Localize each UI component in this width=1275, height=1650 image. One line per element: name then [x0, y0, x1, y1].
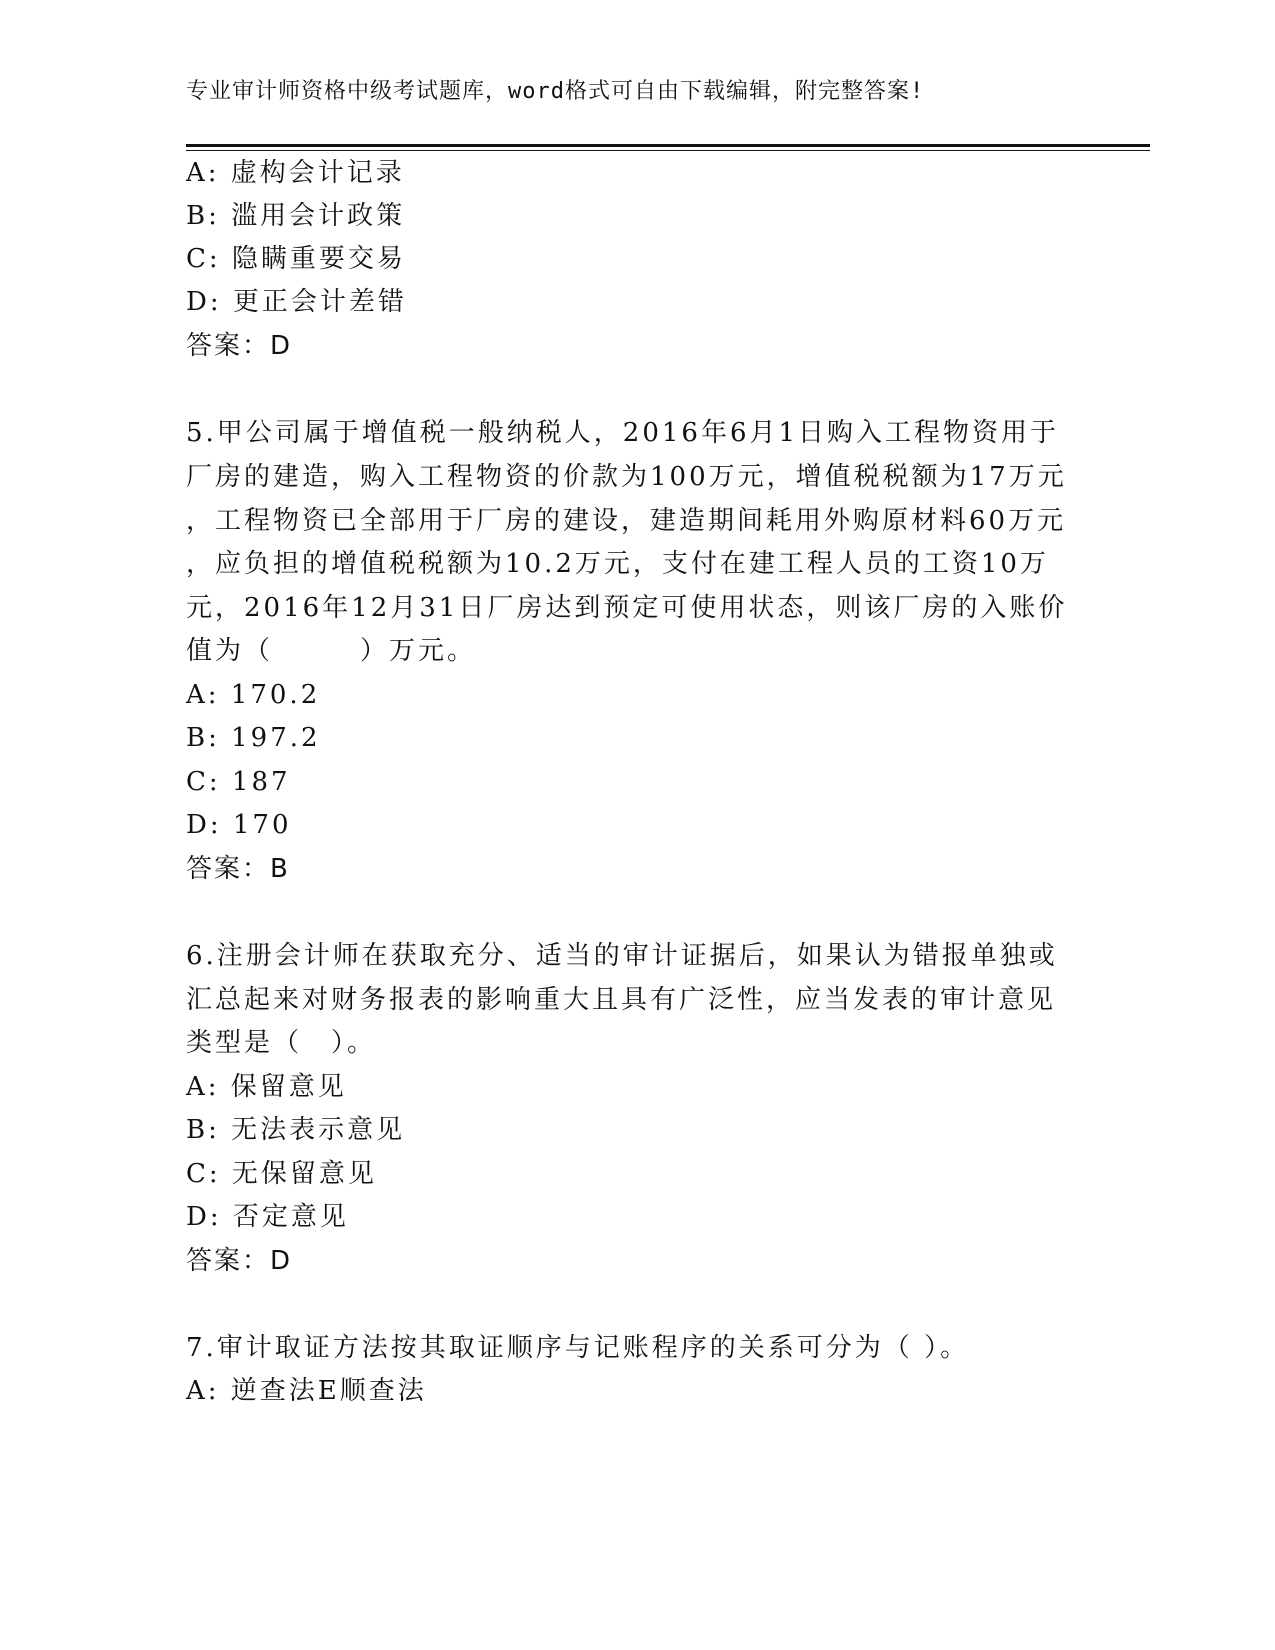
q5-stem-line: ，工程物资已全部用于厂房的建设，建造期间耗用外购原材料60万元: [186, 506, 1067, 536]
q6-option-b: B: 无法表示意见: [186, 1115, 406, 1145]
q7-stem-line: 7.审计取证方法按其取证顺序与记账程序的关系可分为（ ）。: [186, 1333, 970, 1363]
q5-option-d: D: 170: [186, 810, 292, 840]
q5-option-c: C: 187: [186, 767, 291, 797]
q4-option-b: B: 滥用会计政策: [186, 201, 406, 231]
q5-answer: 答案：B: [186, 854, 290, 884]
q6-stem-line: 汇总起来对财务报表的影响重大且具有广泛性，应当发表的审计意见: [186, 985, 1057, 1015]
q4-option-c: C: 隐瞒重要交易: [186, 244, 406, 274]
q6-answer: 答案：D: [186, 1246, 293, 1276]
header-rule-thin: [186, 150, 1150, 151]
q4-option-d: D: 更正会计差错: [186, 287, 407, 317]
page-header: 专业审计师资格中级考试题库，word格式可自由下载编辑，附完整答案!: [186, 79, 925, 104]
q5-stem-line: 厂房的建造，购入工程物资的价款为100万元，增值税税额为17万元: [186, 462, 1067, 492]
q6-option-d: D: 否定意见: [186, 1202, 349, 1232]
q5-stem-line: 元，2016年12月31日厂房达到预定可使用状态，则该厂房的入账价: [186, 593, 1068, 623]
q6-stem-line: 类型是（ ）。: [186, 1028, 377, 1058]
q6-option-c: C: 无保留意见: [186, 1159, 377, 1189]
q5-stem-line: 5.甲公司属于增值税一般纳税人，2016年6月1日购入工程物资用于: [186, 418, 1060, 448]
q5-stem-line: 值为（ ）万元。: [186, 636, 477, 666]
q6-option-a: A: 保留意见: [186, 1072, 347, 1102]
header-rule-thick: [186, 144, 1150, 147]
q6-stem-line: 6.注册会计师在获取充分、适当的审计证据后，如果认为错报单独或: [186, 941, 1058, 971]
q5-stem-line: ，应负担的增值税税额为10.2万元，支付在建工程人员的工资10万: [186, 549, 1049, 579]
q4-answer: 答案：D: [186, 331, 293, 361]
q7-option-a: A: 逆查法E顺查法: [186, 1376, 427, 1406]
q4-option-a: A: 虚构会计记录: [186, 158, 405, 188]
q5-option-b: B: 197.2: [186, 723, 321, 753]
q5-option-a: A: 170.2: [186, 680, 321, 710]
